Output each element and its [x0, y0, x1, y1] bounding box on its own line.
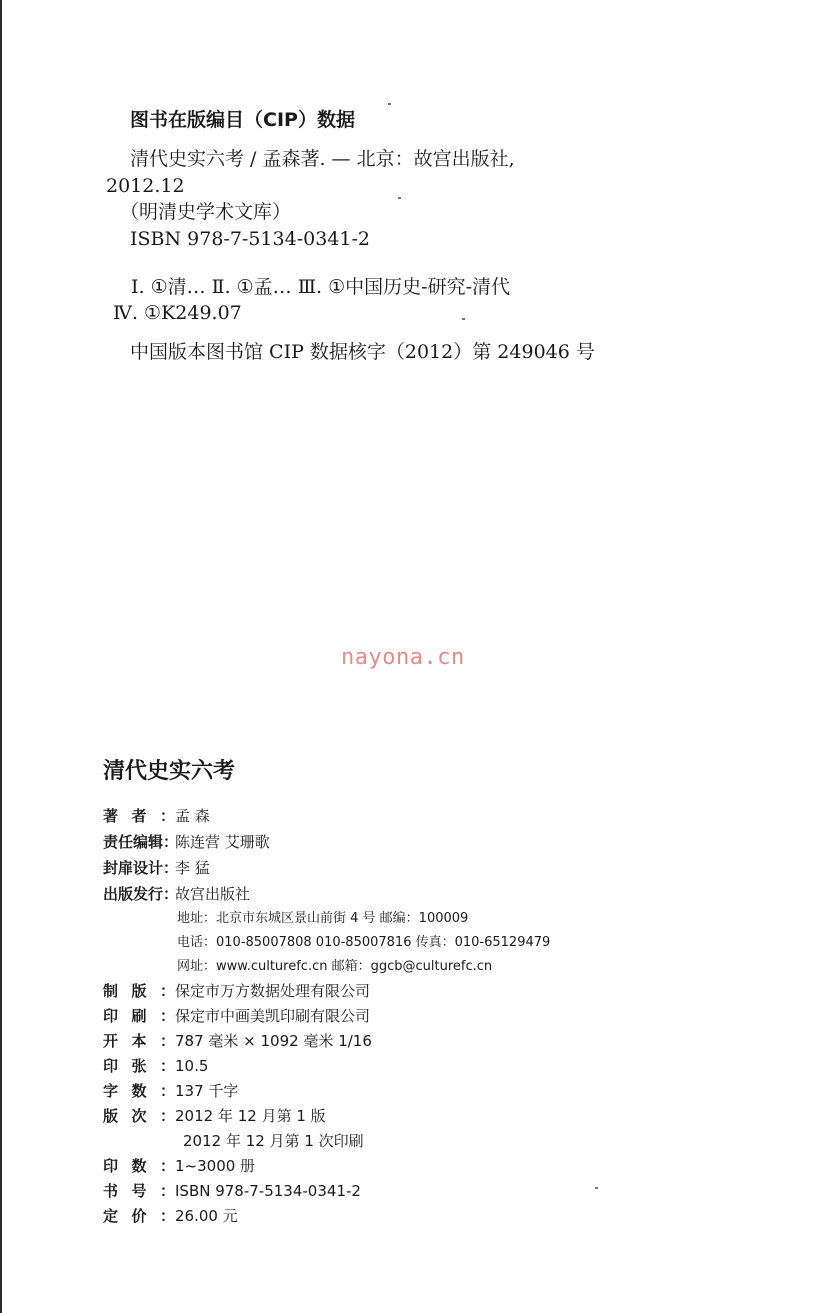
info-value: 故宫出版社 — [175, 885, 251, 903]
info-label: 定价： — [103, 1207, 175, 1225]
cip-line-title: 清代史实六考 / 孟森著. — 北京：故宫出版社, — [130, 148, 515, 170]
scan-speck — [398, 197, 401, 199]
info-value: 孟 森 — [175, 807, 210, 825]
info-value: 李 猛 — [175, 859, 210, 877]
scan-speck — [595, 1187, 598, 1189]
info-label: 制版： — [103, 982, 175, 1000]
info-value: 保定市万方数据处理有限公司 — [175, 982, 371, 1000]
info-value: 保定市中画美凯印刷有限公司 — [175, 1007, 371, 1025]
info-edition-printing: 2012 年 12 月第 1 次印刷 — [183, 1132, 364, 1150]
info-row-word-count — [103, 1080, 238, 1102]
info-row-price — [103, 1205, 238, 1227]
info-label: 开本： — [103, 1032, 175, 1050]
info-value: 787 毫米 × 1092 毫米 1/16 — [175, 1032, 372, 1050]
cip-line-isbn: ISBN 978-7-5134-0341-2 — [130, 228, 370, 250]
info-value: ISBN 978-7-5134-0341-2 — [175, 1182, 361, 1200]
info-value: 陈连营 艾珊歌 — [175, 833, 270, 851]
info-row-cover-design — [103, 857, 210, 879]
contact-line: 电话：010-85007808 010-85007816 传真：010-65129479 — [177, 935, 551, 950]
info-label: 字数： — [103, 1082, 175, 1100]
info-row-printing — [103, 1005, 370, 1027]
info-label: 印数： — [103, 1157, 175, 1175]
info-row-author — [103, 805, 210, 827]
info-row-publisher — [103, 883, 250, 905]
info-label: 责任编辑： — [103, 833, 179, 851]
info-value: 1~3000 册 — [175, 1157, 256, 1175]
book-title: 清代史实六考 — [103, 759, 236, 784]
cip-line-record-number: 中国版本图书馆 CIP 数据核字（2012）第 249046 号 — [130, 341, 595, 363]
info-row-typesetting — [103, 980, 370, 1002]
cip-line-class-number: Ⅳ. ①K249.07 — [113, 302, 242, 324]
cip-line-classification: Ⅰ. ①清… Ⅱ. ①孟… Ⅲ. ①中国历史-研究-清代 — [131, 276, 510, 298]
info-label: 印刷： — [103, 1007, 175, 1025]
cip-line-date: 2012.12 — [106, 175, 185, 197]
info-row-edition — [103, 1105, 326, 1127]
info-label: 印张： — [103, 1057, 175, 1075]
info-label: 出版发行： — [103, 885, 179, 903]
info-value: 26.00 元 — [175, 1207, 238, 1225]
info-label: 封扉设计： — [103, 859, 179, 877]
info-value: 2012 年 12 月第 1 版 — [175, 1107, 326, 1125]
page-edge-line — [0, 0, 2, 1313]
info-label: 版次： — [103, 1107, 175, 1125]
info-row-format — [103, 1030, 372, 1052]
info-row-isbn — [103, 1180, 361, 1202]
info-label: 著者： — [103, 807, 175, 825]
info-row-editors — [103, 831, 270, 853]
cip-heading: 图书在版编目（CIP）数据 — [130, 109, 355, 131]
scan-speck — [462, 318, 465, 320]
address-line: 地址：北京市东城区景山前街 4 号 邮编：100009 — [177, 911, 469, 926]
info-row-sheets — [103, 1055, 208, 1077]
scan-speck — [388, 103, 391, 105]
info-row-print-run — [103, 1155, 255, 1177]
info-label: 书号： — [103, 1182, 175, 1200]
info-value: 137 千字 — [175, 1082, 239, 1100]
cip-line-series: （明清史学术文库） — [120, 201, 292, 223]
info-value: 10.5 — [175, 1057, 209, 1075]
web-line: 网址：www.culturefc.cn 邮箱：ggcb@culturefc.cn — [177, 959, 493, 974]
watermark-text: nayona.cn — [341, 645, 465, 670]
